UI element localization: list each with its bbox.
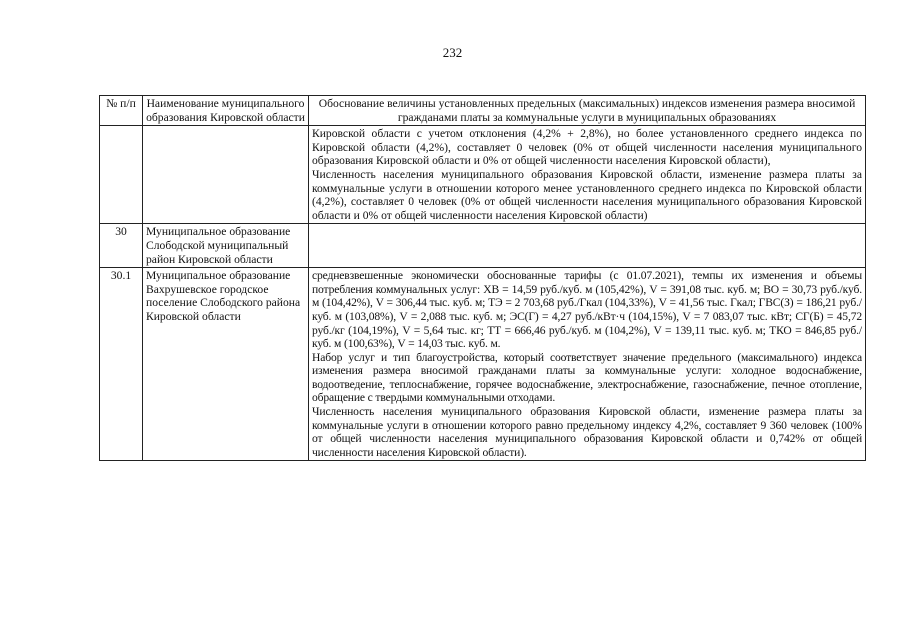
justification-cell [309, 126, 866, 224]
tariff-index-table [99, 95, 866, 461]
table-header-row [100, 96, 866, 126]
municipality-name [143, 126, 309, 224]
justification-paragraph: Численность населения муниципального образования Кировской области, изменение размера платы за коммунальные услуги в отношении которого менее установленного среднего индекса по Кировской области (4,2%), составляет 0 человек (0% от общей численности населения муниципального образования Кировской области и 0% от общей численности населения Кировской области) [312, 167, 862, 222]
row-number: 30 [100, 224, 143, 268]
justification-cell [309, 224, 866, 268]
justification-paragraph: Численность населения муниципального образования Кировской области, изменение размера платы за коммунальные услуги в отношении которого равно предельному индексу 4,2%, составляет 9 360 человек (100% от общей численности населения муниципального образования Кировской области и 0,742% от общей численности населения Кировской области). [312, 405, 862, 459]
justification-paragraph: Набор услуг и тип благоустройства, который соответствует значение предельного (максимального) индекса изменения размера вносимой гражданами платы за коммунальные услуги: холодное водоснабжение, водоотведение, теплоснабжение, горячее водоснабжение, электроснабжение, газоснабжение, печное отопление, обращение с твердыми коммунальными отходами. [312, 350, 862, 405]
table-row [100, 224, 866, 268]
table-row [100, 268, 866, 461]
justification-cell [309, 268, 866, 461]
header-num: № п/п [100, 96, 143, 126]
row-number [100, 126, 143, 224]
table-row [100, 126, 866, 224]
page-number: 232 [442, 45, 463, 60]
header-justification: Обоснование величины установленных предельных (максимальных) индексов изменения размера вносимой гражданами платы за коммунальные услуги в муниципальных образованиях [309, 96, 866, 126]
header-municipality-name: Наименование муниципального образования Кировской области [143, 96, 309, 126]
row-number: 30.1 [100, 268, 143, 461]
justification-paragraph: средневзвешенные экономически обоснованные тарифы (с 01.07.2021), темпы их изменения и объемы потребления коммунальных услуг: ХВ = 14,59 руб./куб. м (105,42%), V = 391,08 тыс. куб. м; ВО = 30,73 руб./куб. м (104,42%), V = 306,44 тыс. куб. м; ТЭ = 2 703,68 руб./Гкал (104,33%), V = 41,56 тыс. Гкал; ГВС(З) = 186,21 руб./куб. м (103,08%), V = 2,088 тыс. куб. м; ЭС(Г) = 4,27 руб./кВт·ч (104,15%), V = 7 083,07 тыс. кВт; СГ(Б) = 45,72 руб./кг (104,19%), V = 5,64 тыс. кг; ТТ = 666,46 руб./куб. м (104,2%), V = 139,11 тыс. куб. м; ТКО = 846,85 руб./куб. м (100,63%), V = 14,03 тыс. куб. м. [312, 269, 862, 351]
municipality-name: Муниципальное образование Вахрушевское городское поселение Слободского района Кировской области [143, 268, 309, 461]
justification-paragraph: Кировской области с учетом отклонения (4,2% + 2,8%), но более установленного среднего индекса по Кировской области (4,2%), составляет 0 человек (0% от общей численности населения муниципального образования Кировской области и 0% от общей численности населения Кировской области), [312, 127, 862, 168]
municipality-name: Муниципальное образование Слободской муниципальный район Кировской области [143, 224, 309, 268]
